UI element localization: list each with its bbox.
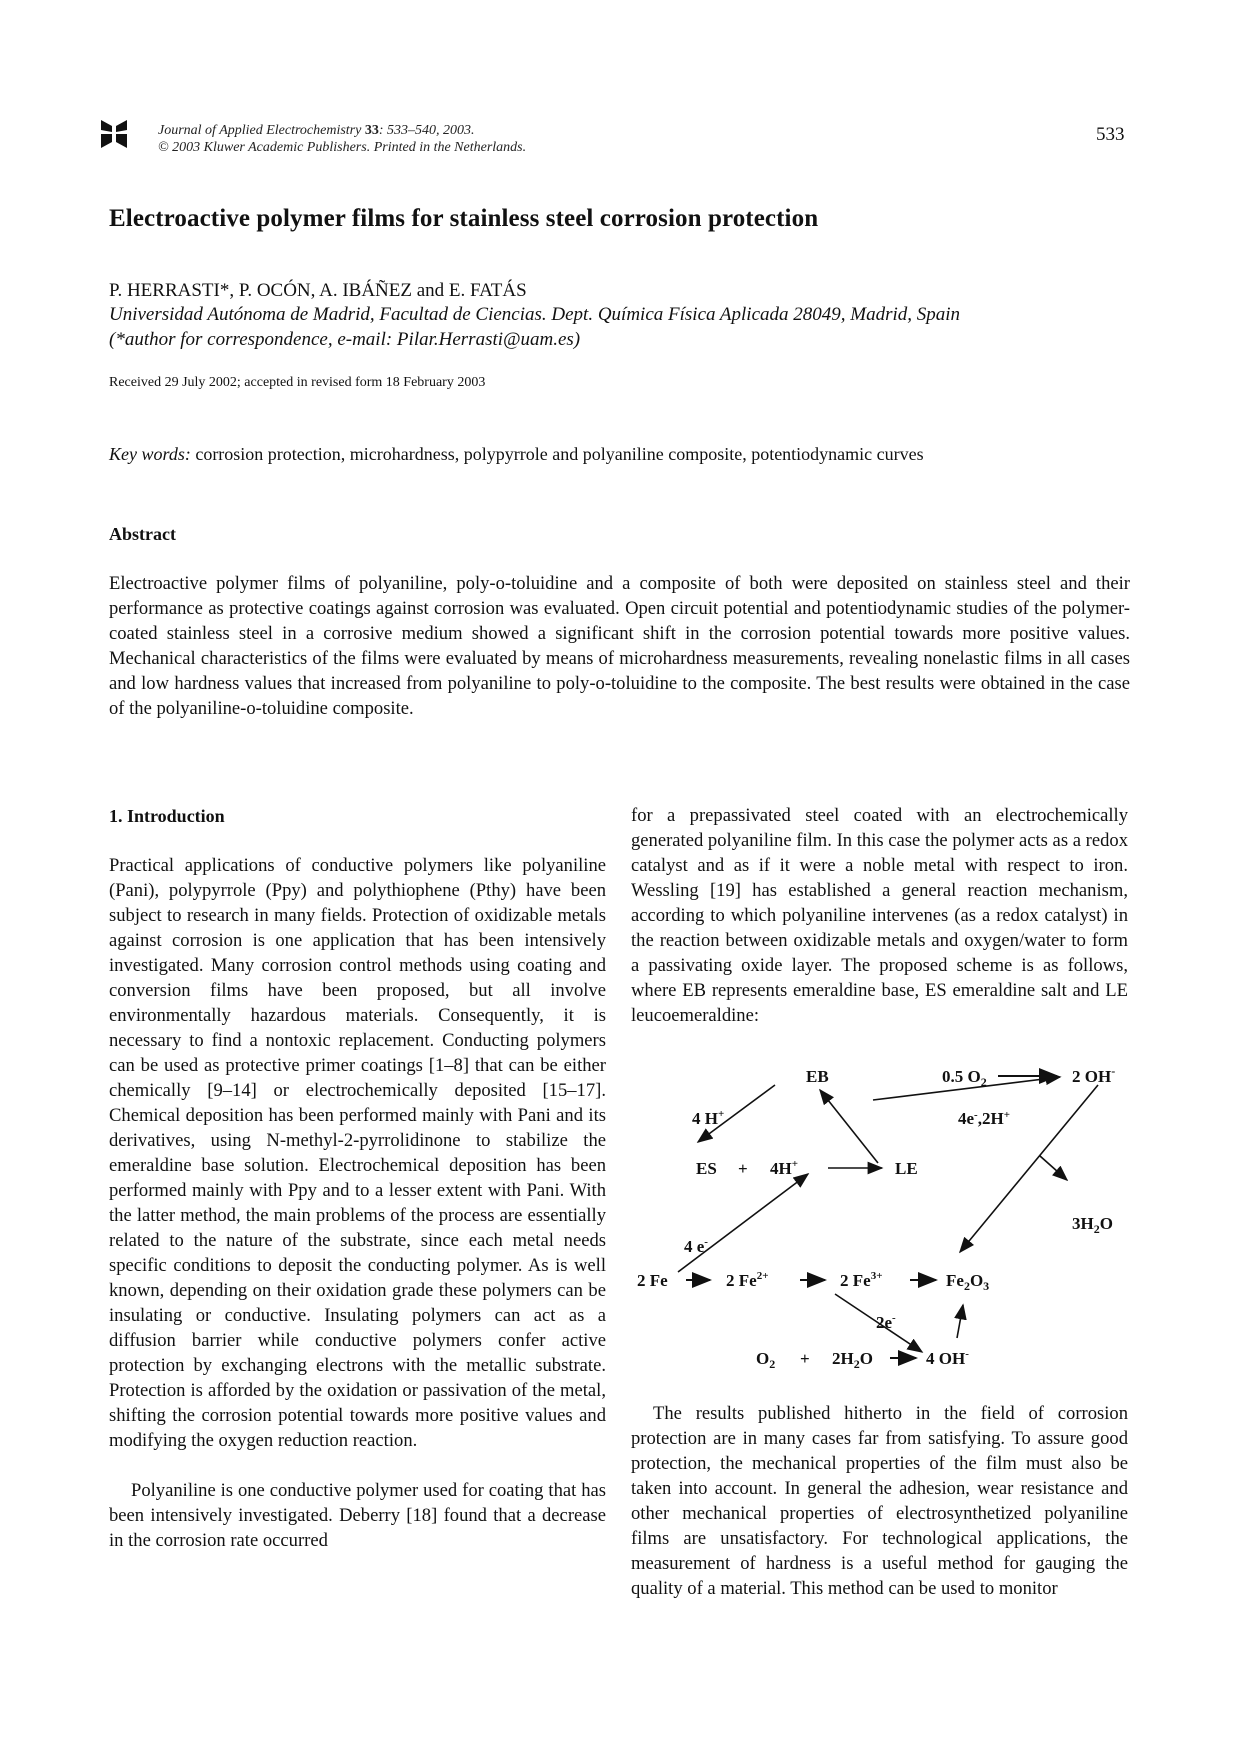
label-2h2o: $2H_2O$	[832, 1349, 873, 1371]
label-4e-2h: 4e-,2H+	[958, 1109, 1010, 1128]
page-number: 533	[1096, 124, 1125, 145]
label-fe2o3: $Fe_2O_3$	[946, 1271, 990, 1293]
label-o2: $O_2$	[756, 1349, 776, 1371]
introduction-heading: 1. Introduction	[109, 806, 225, 826]
keywords-label: Key words:	[109, 444, 191, 464]
arrow-to-3h2o	[1040, 1156, 1067, 1180]
correspondence: (*author for correspondence, e-mail: Pilar.Herrasti@uam.es)	[109, 329, 581, 350]
label-4e: 4 e-	[684, 1236, 708, 1256]
label-4h-b: 4H+	[770, 1158, 799, 1178]
arrow-le-to-eb	[820, 1090, 878, 1163]
journal-citation	[158, 122, 475, 139]
label-2fe2p: 2 $Fe^{2+}$	[726, 1270, 769, 1290]
journal-pages: : 533–540, 2003.	[378, 123, 475, 138]
intro-paragraph-1: Practical applications of conductive polymers like polyaniline (Pani), polypyrrole (Ppy) and polythiophene (Pthy) have been subject to research in many fields. Protection of oxidizable metals against corrosion is one application that has been intensively investigated. Many corrosion control methods using coating and conversion films have been proposed, but all involve environmentally hazardous materials. Consequently, it is necessary to find a nontoxic replacement. Conducting polymers can be used as protective primer coatings [1–8] that can be either chemically [9–14] or electrochemically deposited [15–17]. Chemical deposition has been performed mainly with Pani and its derivatives, using N-methyl-2-pyrrolidinone to stabilize the emeraldine base solution. Electrochemical deposition has been performed mainly with Ppy and to a lesser extent with Pani. With the latter method, the main problems of the process are essentially related to the nature of the substrate, since each metal needs specific conditions to deposit the conducting polymer. As is well known, depending on their oxidation grade these polymers can be insulating or conductive. Insulating polymers can act as a diffusion barrier while conductive polymers confer active protection by exchanging electrons with the metallic substrate. Protection is afforded by the oxidation or passivation of the metal, shifting the corrosion potential towards more positive values and modifying the oxygen reduction reaction.	[109, 855, 606, 1451]
label-2fe: 2 Fe	[637, 1271, 668, 1290]
journal-name: Journal of Applied Electrochemistry	[158, 123, 365, 138]
label-plus-b: +	[800, 1349, 810, 1368]
publisher-logo-icon	[99, 118, 129, 150]
arrow-fe-to-4h	[678, 1174, 808, 1272]
keywords	[109, 444, 924, 465]
received-dates: Received 29 July 2002; accepted in revised form 18 February 2003	[109, 375, 486, 390]
intro-paragraph-3: for a prepassivated steel coated with an electrochemically generated polyaniline film. In this case the polymer acts as a redox catalyst and as if it were a noble metal with respect to iron. Wessling [19] has established a general reaction mechanism, according to which polyaniline intervenes (as a redox catalyst) in the reaction between oxidizable metals and oxygen/water to form a passivating oxide layer. The proposed scheme is as follows, where EB represents emeraldine base, ES emeraldine salt and LE leucoemeraldine:	[631, 805, 1128, 1026]
copyright-line: © 2003 Kluwer Academic Publishers. Printed in the Netherlands.	[158, 140, 527, 155]
label-plus: +	[738, 1159, 748, 1178]
label-2fe3p: 2 $Fe^{3+}$	[840, 1270, 883, 1290]
abstract-text: Electroactive polymer films of polyaniline, poly-o-toluidine and a composite of both were deposited on stainless steel and their performance as protective coatings against corrosion was evaluated. Open circuit potential and potentiodynamic studies of the polymer-coated stainless steel in a corrosive medium showed a significant shift in the corrosion potential towards more positive values. Mechanical characteristics of the films were evaluated by means of microhardness measurements, revealing nonelastic films in all cases and low hardness values that increased from polyaniline to poly-o-toluidine to the composite. The best results were obtained in the case of the polyaniline-o-toluidine composite.	[109, 573, 1130, 719]
paper-title: Electroactive polymer films for stainless steel corrosion protection	[109, 205, 819, 232]
label-eb: EB	[806, 1067, 829, 1086]
intro-paragraph-4: The results published hitherto in the field of corrosion protection are in many cases far from satisfying. To assure good protection, the mechanical properties of the film must also be taken into account. In general the adhesion, wear resistance and other mechanical properties of electrosynthetized polyaniline films are unsatisfactory. For technological applications, the measurement of hardness is a useful method for gauging the quality of a material. This method can be used to monitor	[631, 1403, 1128, 1599]
label-4h: 4 H+	[692, 1108, 725, 1128]
keywords-text: corrosion protection, microhardness, polypyrrole and polyaniline composite, potentiodynamic curves	[190, 444, 924, 464]
label-2e: 2e-	[876, 1312, 896, 1332]
affiliation: Universidad Autónoma de Madrid, Facultad de Ciencias. Dept. Química Física Aplicada 28049, Madrid, Spain	[109, 304, 961, 325]
label-le: LE	[895, 1159, 918, 1178]
abstract-heading: Abstract	[109, 524, 176, 544]
arrow-oh-to-fe2o3-up	[957, 1305, 963, 1338]
label-o2-half: 0.5 $O_2$	[942, 1067, 987, 1089]
label-4oh: 4 OH-	[926, 1348, 969, 1368]
label-3h2o: $3H_2O$	[1072, 1214, 1113, 1236]
label-es: ES	[696, 1159, 717, 1178]
author-list: P. HERRASTI*, P. OCÓN, A. IBÁÑEZ and E. FATÁS	[109, 280, 527, 301]
intro-paragraph-2: Polyaniline is one conductive polymer used for coating that has been intensively investigated. Deberry [18] found that a decrease in the corrosion rate occurred	[109, 1480, 606, 1551]
label-2oh: 2 OH-	[1072, 1064, 1116, 1086]
reaction-scheme	[620, 1060, 1130, 1380]
journal-volume: 33	[364, 123, 379, 138]
